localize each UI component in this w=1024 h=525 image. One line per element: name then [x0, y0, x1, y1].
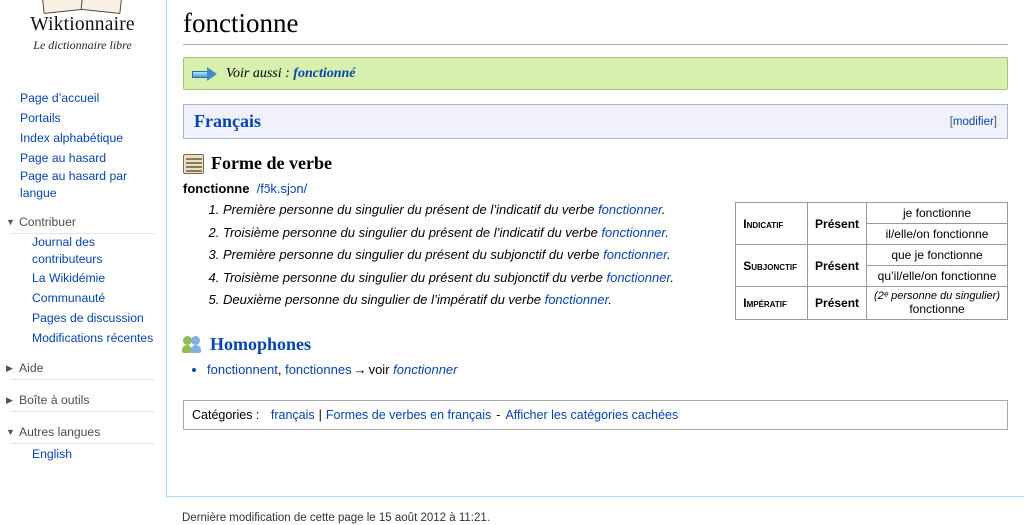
- sidebar-item-discussion[interactable]: [0, 308, 165, 328]
- portal-toggle-contribuer[interactable]: [0, 215, 165, 229]
- sidebar-link-communaute[interactable]: Communauté: [32, 291, 106, 305]
- sidebar-item-communaute[interactable]: [0, 288, 165, 308]
- chevron-right-icon: ▶: [6, 363, 13, 373]
- form-cell: il/elle/on fonctionne: [867, 224, 1008, 245]
- sidebar-link-hasard[interactable]: Page au hasard: [20, 151, 107, 165]
- definition-text: Première personne du singulier du présent du subjonctif du verbe: [223, 247, 604, 262]
- tense-indicatif: Présent: [808, 203, 867, 245]
- verb-link[interactable]: fonctionner: [601, 224, 666, 240]
- people-icon: [183, 335, 203, 355]
- portal-title-outils: Boîte à outils: [19, 393, 90, 407]
- sidebar-item-hasard-langue[interactable]: [0, 168, 165, 202]
- sidebar-portal-contribuer: [0, 215, 165, 348]
- book-icon: [183, 154, 204, 174]
- category-link-francais[interactable]: français: [270, 408, 315, 422]
- imperative-note: (2ᵉ personne du singulier): [867, 287, 1008, 303]
- sidebar-link-index[interactable]: Index alphabétique: [20, 131, 124, 145]
- table-row: [736, 287, 1008, 303]
- chevron-right-icon: ▶: [6, 395, 13, 405]
- verb-link[interactable]: fonctionner: [603, 247, 667, 262]
- table-row: [736, 203, 1008, 224]
- portal-body-contribuer: [0, 234, 165, 348]
- homophone-link-2[interactable]: fonctionnes: [285, 362, 352, 377]
- section-heading-forme-de-verbe: [183, 153, 1008, 174]
- conjugation-table: [735, 202, 1008, 320]
- section-title-homophones: Homophones: [210, 334, 312, 354]
- voir-aussi-label: Voir aussi :: [226, 65, 290, 81]
- open-book-icon: [42, 0, 124, 14]
- edit-section: [950, 116, 997, 128]
- table-row: [736, 245, 1008, 266]
- language-section-header: [183, 104, 1008, 139]
- sidebar-item-hasard[interactable]: [0, 148, 165, 168]
- tense-imperatif: Présent: [808, 287, 867, 320]
- mode-imperatif: Impératif: [736, 287, 808, 320]
- ipa-pronunciation[interactable]: /fɔ̃k.sjɔn/: [256, 181, 308, 196]
- sidebar: [0, 0, 165, 525]
- form-cell: fonctionne: [867, 302, 1008, 320]
- content-area: [166, 0, 1024, 497]
- sidebar-item-accueil[interactable]: [0, 88, 165, 108]
- sidebar-navigation: [0, 88, 165, 202]
- portal-toggle-langues[interactable]: [0, 425, 165, 439]
- form-cell: que je fonctionne: [867, 245, 1008, 266]
- section-title: Forme de verbe: [211, 153, 332, 173]
- arrow-glyph: →: [353, 362, 367, 377]
- definition-period: .: [670, 269, 674, 285]
- site-title: Wiktionnaire: [30, 14, 135, 35]
- sidebar-item-wikidemie[interactable]: [0, 268, 165, 288]
- form-cell: qu’il/elle/on fonctionne: [867, 266, 1008, 287]
- sidebar-portal-outils: [0, 393, 165, 412]
- sidebar-link-wikidemie[interactable]: La Wikidémie: [32, 271, 106, 285]
- sidebar-main-list: [0, 88, 165, 202]
- list-item: • fonctionnent, fonctionnes → voir fonctionner: [207, 362, 1008, 378]
- sidebar-link-modifications[interactable]: Modifications récentes: [32, 331, 154, 345]
- homophone-link-1[interactable]: fonctionnent: [207, 362, 278, 377]
- chevron-down-icon: ▼: [6, 217, 15, 227]
- chevron-down-icon: ▼: [6, 427, 15, 437]
- voir-label: voir: [368, 362, 390, 377]
- category-link-formes-verbes[interactable]: Formes de verbes en français: [325, 408, 492, 422]
- sidebar-link-hasard-langue[interactable]: Page au hasard par langue: [20, 169, 128, 200]
- pronunciation-line: [183, 181, 1008, 196]
- headword: fonctionne: [183, 181, 250, 196]
- divider: [10, 411, 155, 412]
- homophones-list: [183, 362, 1008, 378]
- sidebar-link-english[interactable]: English: [32, 447, 72, 461]
- portal-list-contribuer: [0, 234, 165, 348]
- sidebar-portal-aide: [0, 361, 165, 380]
- divider: [10, 379, 155, 380]
- site-logo[interactable]: [0, 0, 165, 58]
- portal-title-contribuer: Contribuer: [19, 215, 76, 229]
- portal-toggle-outils[interactable]: [0, 393, 165, 407]
- sidebar-item-modifications[interactable]: [0, 328, 165, 348]
- definition-period: .: [666, 247, 671, 262]
- sidebar-portal-langues: [0, 425, 165, 464]
- verb-link[interactable]: fonctionner: [544, 292, 609, 307]
- mode-subjonctif: Subjonctif: [736, 245, 808, 287]
- voir-aussi-link[interactable]: fonctionné: [293, 65, 356, 81]
- voir-link[interactable]: fonctionner: [393, 362, 458, 377]
- definition-text: Première personne du singulier du présent de l’indicatif du verbe: [223, 202, 599, 217]
- arrow-right-icon: [192, 67, 218, 81]
- sidebar-item-portails[interactable]: [0, 108, 165, 128]
- mode-indicatif: Indicatif: [736, 203, 808, 245]
- definition-text: Troisième personne du singulier du présent du subjonctif du verbe: [223, 269, 607, 285]
- page-title: fonctionne: [183, 8, 1008, 45]
- categories-label: Catégories :: [192, 408, 260, 422]
- definition-text: Deuxième personne du singulier de l’impératif du verbe: [223, 292, 545, 307]
- sidebar-link-accueil[interactable]: Page d’accueil: [20, 91, 100, 105]
- portal-title-aide: Aide: [19, 361, 44, 375]
- sidebar-item-english[interactable]: [0, 444, 165, 464]
- definition-period: .: [608, 292, 613, 307]
- portal-body-langues: [0, 444, 165, 464]
- tense-subjonctif: Présent: [808, 245, 867, 287]
- bracket-open: [: [949, 115, 953, 128]
- toggle-hidden-categories[interactable]: Afficher les catégories cachées: [505, 408, 679, 422]
- categories-bar: Catégories : français | Formes de verbes en français - Afficher les catégories cachées: [183, 400, 1008, 430]
- portal-toggle-aide[interactable]: [0, 361, 165, 375]
- definition-period: .: [665, 224, 669, 240]
- section-heading-homophones: [183, 334, 1008, 355]
- verb-link[interactable]: fonctionner: [606, 269, 671, 285]
- portal-list-langues: [0, 444, 165, 464]
- site-subtitle: Le dictionnaire libre: [33, 38, 132, 52]
- definition-period: .: [661, 202, 666, 217]
- sidebar-item-journal[interactable]: [0, 234, 165, 268]
- sidebar-link-discussion[interactable]: Pages de discussion: [32, 311, 144, 325]
- language-title[interactable]: Français: [194, 111, 261, 131]
- dash-separator: -: [496, 408, 501, 422]
- sidebar-link-portails[interactable]: Portails: [20, 111, 61, 125]
- portal-title-langues: Autres langues: [19, 425, 101, 439]
- sidebar-item-index[interactable]: [0, 128, 165, 148]
- edit-link[interactable]: modifier: [952, 115, 994, 128]
- verb-link[interactable]: fonctionner: [598, 202, 662, 217]
- bracket-close: ]: [993, 115, 997, 128]
- last-modified-footer: Dernière modification de cette page le 15 août 2012 à 11:21.: [182, 512, 490, 524]
- form-cell: je fonctionne: [867, 203, 1008, 224]
- voir-aussi-banner: [183, 57, 1008, 90]
- sidebar-link-journal[interactable]: Journal des contributeurs: [32, 235, 103, 266]
- definition-text: Troisième personne du singulier du présent de l’indicatif du verbe: [223, 224, 602, 240]
